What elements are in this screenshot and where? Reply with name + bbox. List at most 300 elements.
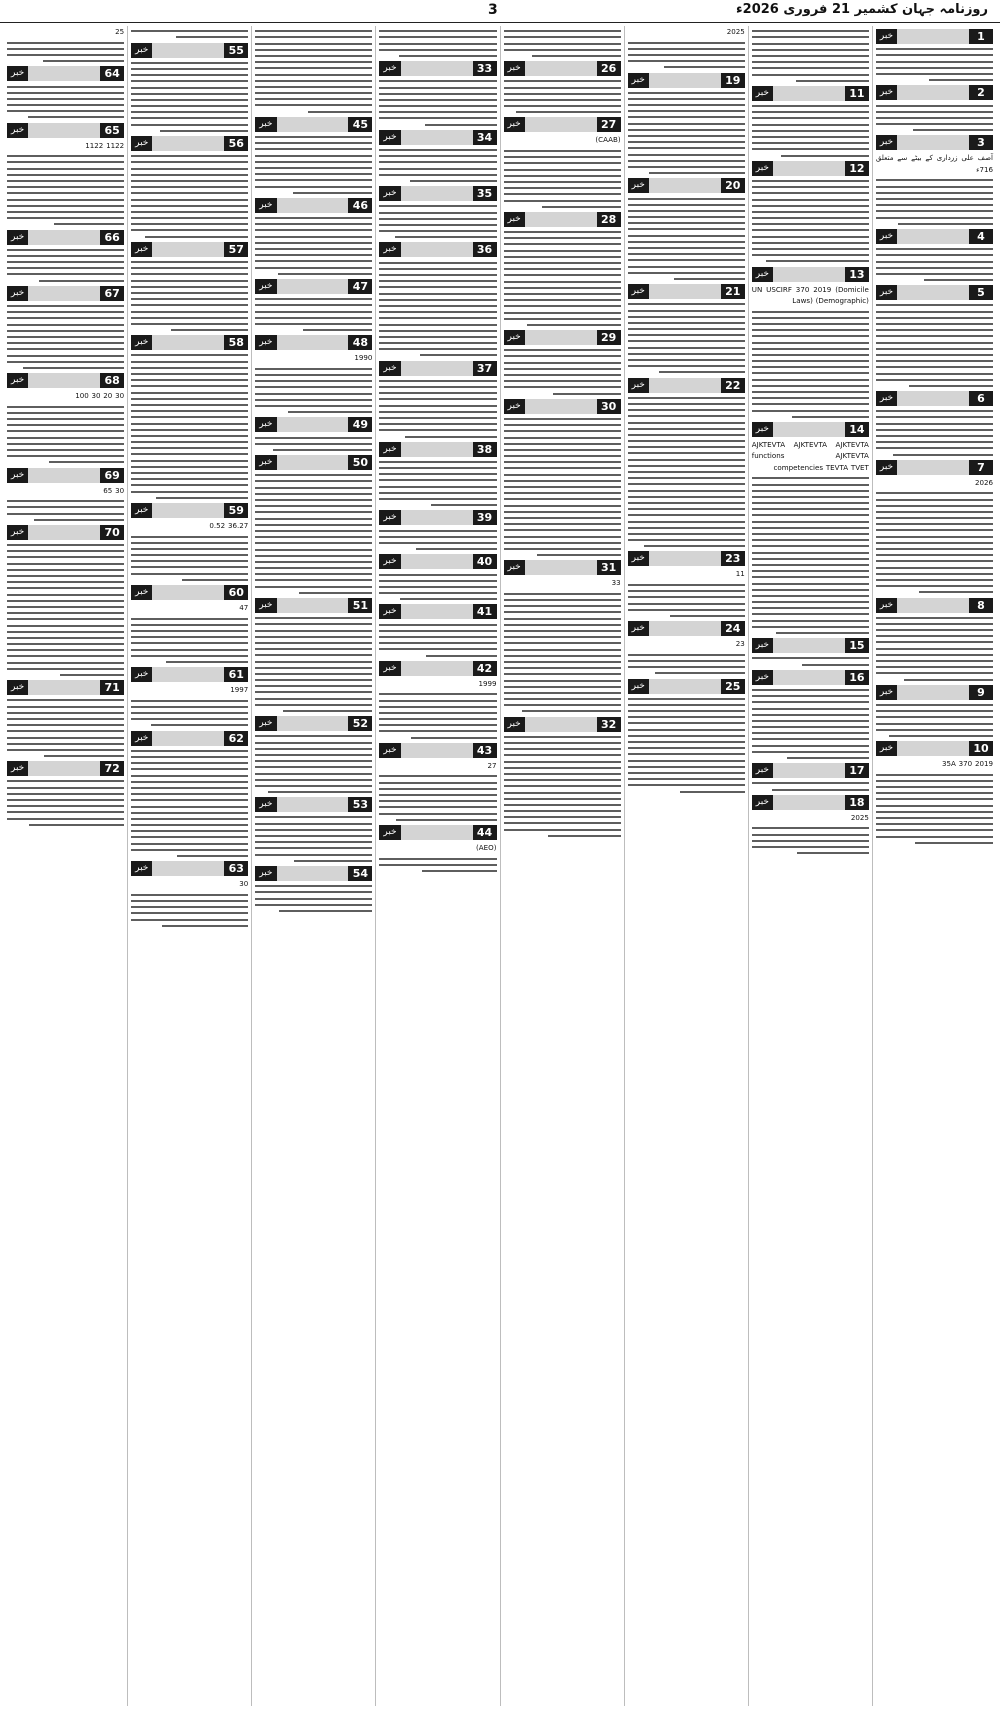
text-line bbox=[876, 811, 993, 813]
item-number: 5 bbox=[969, 285, 993, 300]
text-line bbox=[7, 330, 124, 332]
item-number: 62 bbox=[224, 731, 248, 746]
item-body-text bbox=[255, 617, 372, 712]
header-rule bbox=[0, 22, 1000, 23]
item-number: 26 bbox=[597, 61, 621, 76]
text-line bbox=[504, 511, 621, 513]
text-line bbox=[876, 542, 993, 544]
text-line bbox=[255, 648, 372, 650]
text-line bbox=[255, 217, 372, 219]
text-line bbox=[255, 530, 372, 532]
text-line bbox=[131, 824, 248, 826]
header-fill bbox=[277, 417, 349, 432]
news-item bbox=[876, 685, 993, 737]
text-line bbox=[504, 692, 621, 694]
text-line bbox=[131, 706, 248, 708]
text-line bbox=[255, 493, 372, 495]
header-fill bbox=[525, 117, 597, 132]
text-line bbox=[7, 455, 124, 457]
text-line bbox=[752, 732, 869, 734]
text-line bbox=[876, 635, 993, 637]
header-fill bbox=[28, 286, 100, 301]
text-line bbox=[655, 672, 745, 674]
item-tag: خبر bbox=[752, 161, 773, 176]
item-tag: خبر bbox=[7, 761, 28, 776]
text-line bbox=[131, 62, 248, 64]
item-header-bar bbox=[504, 330, 621, 345]
item-body-text bbox=[131, 62, 248, 132]
text-line bbox=[504, 386, 621, 388]
text-line bbox=[151, 724, 248, 726]
header-fill bbox=[897, 135, 969, 150]
text-line bbox=[752, 484, 869, 486]
text-line bbox=[752, 589, 869, 591]
text-line bbox=[131, 548, 248, 550]
item-tag: خبر bbox=[876, 391, 897, 406]
text-line bbox=[889, 735, 993, 737]
text-line bbox=[504, 455, 621, 457]
text-line bbox=[752, 223, 869, 225]
news-item bbox=[752, 422, 869, 634]
item-body-text bbox=[752, 105, 869, 157]
text-line bbox=[255, 835, 372, 837]
text-line bbox=[131, 373, 248, 375]
item-header-bar bbox=[131, 503, 248, 518]
item-body-text bbox=[628, 638, 745, 674]
text-line bbox=[379, 330, 496, 332]
news-item bbox=[255, 716, 372, 793]
text-line bbox=[644, 545, 745, 547]
text-line bbox=[255, 524, 372, 526]
text-line bbox=[504, 505, 621, 507]
text-line bbox=[131, 843, 248, 845]
item-body-text bbox=[379, 30, 496, 57]
text-line bbox=[131, 806, 248, 808]
text-line bbox=[628, 521, 745, 523]
text-line bbox=[131, 536, 248, 538]
item-body-text bbox=[7, 26, 124, 62]
text-line bbox=[504, 618, 621, 620]
text-line bbox=[379, 580, 496, 582]
item-body-text bbox=[7, 390, 124, 463]
text-line bbox=[680, 791, 744, 793]
text-line bbox=[255, 766, 372, 768]
text-line bbox=[379, 423, 496, 425]
item-body-text bbox=[131, 354, 248, 498]
text-line bbox=[752, 43, 869, 45]
item-tag: خبر bbox=[504, 117, 525, 132]
text-line bbox=[752, 205, 869, 207]
news-item bbox=[255, 279, 372, 331]
text-line bbox=[504, 593, 621, 595]
text-line bbox=[7, 594, 124, 596]
text-line bbox=[628, 735, 745, 737]
item-header-bar bbox=[628, 679, 745, 694]
text-line bbox=[255, 304, 372, 306]
text-line bbox=[131, 392, 248, 394]
text-line bbox=[7, 818, 124, 820]
item-tag: خبر bbox=[628, 378, 649, 393]
text-line bbox=[7, 317, 124, 319]
text-line bbox=[7, 86, 124, 88]
item-header-bar bbox=[876, 135, 993, 150]
text-line bbox=[876, 304, 993, 306]
text-line bbox=[255, 49, 372, 51]
item-body-text bbox=[255, 217, 372, 275]
news-item bbox=[628, 551, 745, 617]
text-line bbox=[504, 523, 621, 525]
text-line bbox=[752, 342, 869, 344]
text-line bbox=[379, 324, 496, 326]
item-body-text bbox=[255, 816, 372, 861]
text-line bbox=[131, 768, 248, 770]
item-body-text bbox=[876, 105, 993, 132]
text-line bbox=[504, 698, 621, 700]
header-fill bbox=[401, 242, 473, 257]
text-line bbox=[278, 273, 373, 275]
text-line bbox=[7, 342, 124, 344]
header-fill bbox=[649, 378, 721, 393]
item-tag: خبر bbox=[379, 743, 400, 758]
item-header-bar bbox=[131, 43, 248, 58]
text-line bbox=[752, 490, 869, 492]
header-fill bbox=[897, 229, 969, 244]
item-header-bar bbox=[7, 230, 124, 245]
item-tag: خبر bbox=[131, 861, 152, 876]
item-header-bar bbox=[7, 123, 124, 138]
text-line bbox=[131, 642, 248, 644]
text-line bbox=[131, 542, 248, 544]
text-line bbox=[504, 162, 621, 164]
text-line bbox=[628, 722, 745, 724]
text-line bbox=[628, 502, 745, 504]
header-fill bbox=[152, 43, 224, 58]
text-line bbox=[504, 686, 621, 688]
text-line bbox=[7, 799, 124, 801]
text-line bbox=[504, 642, 621, 644]
item-header-bar bbox=[255, 417, 372, 432]
text-line bbox=[7, 600, 124, 602]
text-line bbox=[255, 816, 372, 818]
item-visible-text: 2025 bbox=[850, 812, 869, 822]
text-line bbox=[131, 174, 248, 176]
text-line bbox=[7, 211, 124, 213]
text-line bbox=[504, 175, 621, 177]
text-line bbox=[752, 539, 869, 541]
header-fill bbox=[277, 279, 349, 294]
text-line bbox=[131, 68, 248, 70]
text-line bbox=[131, 267, 248, 269]
item-visible-text: 1999 bbox=[478, 678, 497, 688]
item-body-text bbox=[504, 231, 621, 326]
text-line bbox=[255, 30, 372, 32]
text-line bbox=[628, 784, 745, 786]
text-line bbox=[670, 615, 745, 617]
text-line bbox=[504, 667, 621, 669]
text-line bbox=[7, 563, 124, 565]
news-item bbox=[131, 503, 248, 581]
header-fill bbox=[897, 460, 969, 475]
text-line bbox=[504, 754, 621, 756]
text-line bbox=[876, 360, 993, 362]
text-line bbox=[628, 141, 745, 143]
header-fill bbox=[897, 85, 969, 100]
news-item bbox=[7, 373, 124, 463]
item-number: 22 bbox=[721, 378, 745, 393]
text-line bbox=[379, 429, 496, 431]
news-item bbox=[504, 560, 621, 712]
item-number: 10 bbox=[969, 741, 993, 756]
text-line bbox=[379, 706, 496, 708]
item-body-text bbox=[628, 26, 745, 68]
text-line bbox=[876, 54, 993, 56]
item-body-text bbox=[7, 249, 124, 282]
item-header-bar bbox=[876, 85, 993, 100]
text-line bbox=[7, 805, 124, 807]
news-item bbox=[379, 186, 496, 238]
item-body-text bbox=[876, 304, 993, 386]
text-line bbox=[131, 211, 248, 213]
text-line bbox=[379, 117, 496, 119]
item-number: 8 bbox=[969, 598, 993, 613]
text-line bbox=[255, 760, 372, 762]
text-line bbox=[504, 810, 621, 812]
header-fill bbox=[152, 242, 224, 257]
text-line bbox=[504, 36, 621, 38]
text-line bbox=[924, 279, 993, 281]
text-line bbox=[131, 787, 248, 789]
text-line bbox=[131, 99, 248, 101]
item-header-bar bbox=[379, 743, 496, 758]
text-line bbox=[131, 830, 248, 832]
item-header-bar bbox=[379, 554, 496, 569]
text-line bbox=[379, 36, 496, 38]
text-line bbox=[422, 870, 497, 872]
text-line bbox=[628, 753, 745, 755]
text-line bbox=[876, 829, 993, 831]
text-line bbox=[876, 585, 993, 587]
item-header-bar bbox=[7, 761, 124, 776]
text-line bbox=[255, 654, 372, 656]
text-line bbox=[876, 267, 993, 269]
text-line bbox=[299, 592, 373, 594]
text-line bbox=[131, 80, 248, 82]
item-body-text bbox=[131, 155, 248, 237]
text-line bbox=[416, 548, 497, 550]
news-item bbox=[504, 30, 621, 57]
header-fill bbox=[152, 731, 224, 746]
text-line bbox=[255, 136, 372, 138]
text-line bbox=[752, 620, 869, 622]
item-body-text bbox=[876, 477, 993, 594]
text-line bbox=[131, 416, 248, 418]
text-line bbox=[504, 792, 621, 794]
item-tag: خبر bbox=[628, 621, 649, 636]
text-line bbox=[279, 910, 373, 912]
item-tag: خبر bbox=[131, 43, 152, 58]
text-line bbox=[7, 324, 124, 326]
item-number: 40 bbox=[473, 554, 497, 569]
item-tag: خبر bbox=[752, 267, 773, 282]
text-line bbox=[176, 36, 249, 38]
text-line bbox=[876, 529, 993, 531]
news-item bbox=[255, 198, 372, 275]
item-tag: خبر bbox=[876, 285, 897, 300]
text-line bbox=[255, 155, 372, 157]
item-header-bar bbox=[379, 186, 496, 201]
text-line bbox=[628, 584, 745, 586]
text-line bbox=[752, 583, 869, 585]
text-line bbox=[752, 720, 869, 722]
text-line bbox=[379, 286, 496, 288]
text-line bbox=[156, 497, 249, 499]
text-line bbox=[876, 579, 993, 581]
text-line bbox=[7, 180, 124, 182]
text-line bbox=[303, 329, 372, 331]
item-body-text bbox=[504, 736, 621, 837]
header-fill bbox=[649, 621, 721, 636]
item-number: 6 bbox=[969, 391, 993, 406]
item-tag: خبر bbox=[876, 598, 897, 613]
text-line bbox=[876, 273, 993, 275]
item-visible-text: 30 20 30 100 bbox=[75, 391, 125, 401]
news-item bbox=[379, 442, 496, 507]
text-line bbox=[255, 679, 372, 681]
text-line bbox=[504, 736, 621, 738]
item-body-text bbox=[379, 678, 496, 739]
news-item bbox=[876, 741, 993, 844]
text-line bbox=[915, 842, 993, 844]
text-line bbox=[628, 766, 745, 768]
text-line bbox=[876, 554, 993, 556]
text-line bbox=[752, 124, 869, 126]
text-line bbox=[379, 467, 496, 469]
item-number: 3 bbox=[969, 135, 993, 150]
text-line bbox=[131, 429, 248, 431]
text-line bbox=[628, 603, 745, 605]
text-line bbox=[504, 169, 621, 171]
text-line bbox=[7, 430, 124, 432]
item-visible-text: 25 bbox=[115, 27, 125, 36]
text-line bbox=[628, 340, 745, 342]
news-item bbox=[131, 43, 248, 132]
news-item bbox=[752, 30, 869, 82]
text-line bbox=[876, 823, 993, 825]
news-item bbox=[255, 117, 372, 194]
text-line bbox=[876, 373, 993, 375]
text-line bbox=[255, 623, 372, 625]
text-line bbox=[876, 666, 993, 668]
text-line bbox=[7, 161, 124, 163]
text-line bbox=[752, 217, 869, 219]
item-header-bar bbox=[255, 198, 372, 213]
item-tag: خبر bbox=[131, 731, 152, 746]
news-column bbox=[4, 26, 127, 1706]
text-line bbox=[131, 636, 248, 638]
item-tag: خبر bbox=[255, 279, 276, 294]
news-item bbox=[876, 460, 993, 594]
text-line bbox=[379, 87, 496, 89]
text-line bbox=[131, 180, 248, 182]
item-body-text bbox=[628, 92, 745, 174]
item-body-text bbox=[255, 136, 372, 194]
item-tag: خبر bbox=[7, 680, 28, 695]
text-line bbox=[283, 710, 372, 712]
text-line bbox=[7, 305, 124, 307]
text-line bbox=[379, 486, 496, 488]
text-line bbox=[379, 293, 496, 295]
item-header-bar bbox=[504, 399, 621, 414]
item-header-bar bbox=[7, 373, 124, 388]
text-line bbox=[752, 311, 869, 313]
text-line bbox=[628, 166, 745, 168]
text-line bbox=[255, 399, 372, 401]
news-item bbox=[7, 680, 124, 757]
text-line bbox=[787, 757, 869, 759]
text-line bbox=[776, 632, 869, 634]
news-column bbox=[127, 26, 251, 1706]
text-line bbox=[628, 741, 745, 743]
text-line bbox=[60, 674, 124, 676]
news-column bbox=[500, 26, 624, 1706]
text-line bbox=[504, 785, 621, 787]
text-line bbox=[504, 773, 621, 775]
item-header-bar bbox=[379, 242, 496, 257]
item-visible-text: 2019 370 35A bbox=[941, 759, 993, 769]
text-line bbox=[628, 729, 745, 731]
item-visible-text: 1997 bbox=[230, 685, 249, 695]
text-line bbox=[628, 92, 745, 94]
text-line bbox=[131, 223, 248, 225]
text-line bbox=[255, 98, 372, 100]
text-line bbox=[379, 111, 496, 113]
text-line bbox=[752, 570, 869, 572]
item-number: 50 bbox=[348, 455, 372, 470]
item-body-text bbox=[628, 568, 745, 617]
text-line bbox=[628, 704, 745, 706]
text-line bbox=[7, 48, 124, 50]
item-number: 68 bbox=[100, 373, 124, 388]
item-header-bar bbox=[255, 797, 372, 812]
header-fill bbox=[28, 525, 100, 540]
text-line bbox=[504, 105, 621, 107]
text-line bbox=[929, 79, 993, 81]
text-line bbox=[876, 492, 993, 494]
header-fill bbox=[401, 361, 473, 376]
text-line bbox=[131, 280, 248, 282]
text-line bbox=[7, 513, 124, 515]
text-line bbox=[876, 217, 993, 219]
news-item bbox=[379, 30, 496, 57]
text-line bbox=[131, 700, 248, 702]
text-line bbox=[255, 661, 372, 663]
text-line bbox=[628, 216, 745, 218]
text-line bbox=[504, 99, 621, 101]
header-fill bbox=[28, 230, 100, 245]
item-visible-text: 47 bbox=[239, 603, 249, 613]
text-line bbox=[131, 298, 248, 300]
text-line bbox=[504, 636, 621, 638]
news-item bbox=[504, 717, 621, 837]
text-line bbox=[7, 575, 124, 577]
item-header-bar bbox=[131, 242, 248, 257]
header-fill bbox=[152, 585, 224, 600]
text-line bbox=[308, 111, 372, 113]
text-line bbox=[255, 142, 372, 144]
text-line bbox=[876, 48, 993, 50]
text-line bbox=[379, 574, 496, 576]
header-fill bbox=[277, 117, 349, 132]
